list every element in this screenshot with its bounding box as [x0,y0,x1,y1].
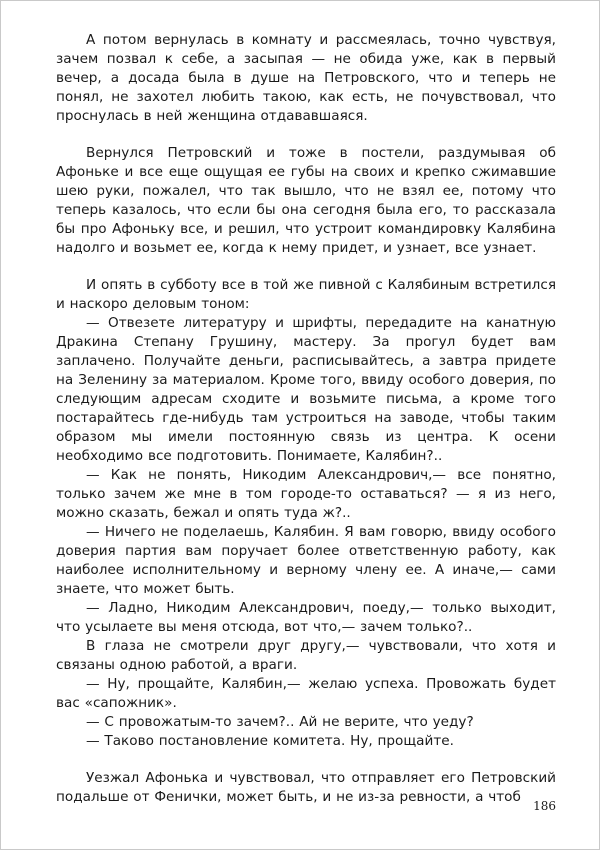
paragraph: — С провожатым-то зачем?.. Ай не верите, что уеду? [86,714,474,730]
page-text [56,31,556,807]
paragraph: — Отвезете литературу и шрифты, передадите на канатную Дракина Степану Грушину, мастеру. За прогул будет вам заплачено. Получайте деньги, расписывайтесь, а завтра придете на Зеленину за материалом. Кроме того, ввиду особого доверия, по следующим адресам сходите и возьмите письма, а кроме того постарайтесь где-нибудь там устроиться на заводе, чтобы таким образом мы имели постоянную связь из центра. К осени необходимо все подготовить. Понимаете, Калябин?.. [56,315,556,464]
paragraph: И опять в субботу все в той же пивной с Калябиным встретился и наскоро деловым тоном: [56,277,556,312]
paragraph: Уезжал Афонька и чувствовал, что отправляет его Петровский подальше от Фенички, может быть, и не из-за ревности, а чтоб [56,770,556,805]
page-number: 186 [533,799,556,813]
paragraph: — Таково постановление комитета. Ну, прощайте. [86,733,454,749]
paragraph: В глаза не смотрели друг другу,— чувствовали, что хотя и связаны одною работой, а враги. [56,638,556,673]
paragraph: Вернулся Петровский и тоже в постели, раздумывая об Афоньке и все еще ощущая ее губы на своих и крепко сжимавшие шею руки, пожалел, что так вышло, что не взял ее, потому что теперь казалось, что если бы она сегодня была его, то рассказала бы про Афоньку все, и решил, что устроит командировку Калябина надолго и возьмет ее, когда к нему придет, и узнает, все узнает. [56,145,556,256]
paragraph: — Ладно, Никодим Александрович, поеду,— только выходит, что усылаете вы меня отсюда, вот что,— зачем только?.. [56,600,556,635]
paragraph: — Как не понять, Никодим Александрович,— все понятно, только зачем же мне в том городе-то оставаться? — я из него, можно сказать, бежал и опять туда ж?.. [56,467,556,521]
paragraph: — Ничего не поделаешь, Калябин. Я вам говорю, ввиду особого доверия партия вам поручает более ответственную работу, как наиболее исполнительному и верному члену ее. А иначе,— сами знаете, что может быть. [56,524,556,597]
paragraph: — Ну, прощайте, Калябин,— желаю успеха. Провожать будет вас «сапожник». [56,676,556,711]
paragraph: А потом вернулась в комнату и рассмеялась, точно чувствуя, зачем позвал к себе, а засыпая — не обида уже, как в первый вечер, а досада была в душе на Петровского, что и теперь не понял, не захотел любить такою, как есть, не почувствовал, что проснулась в ней женщина отдававшаяся. [56,32,556,124]
